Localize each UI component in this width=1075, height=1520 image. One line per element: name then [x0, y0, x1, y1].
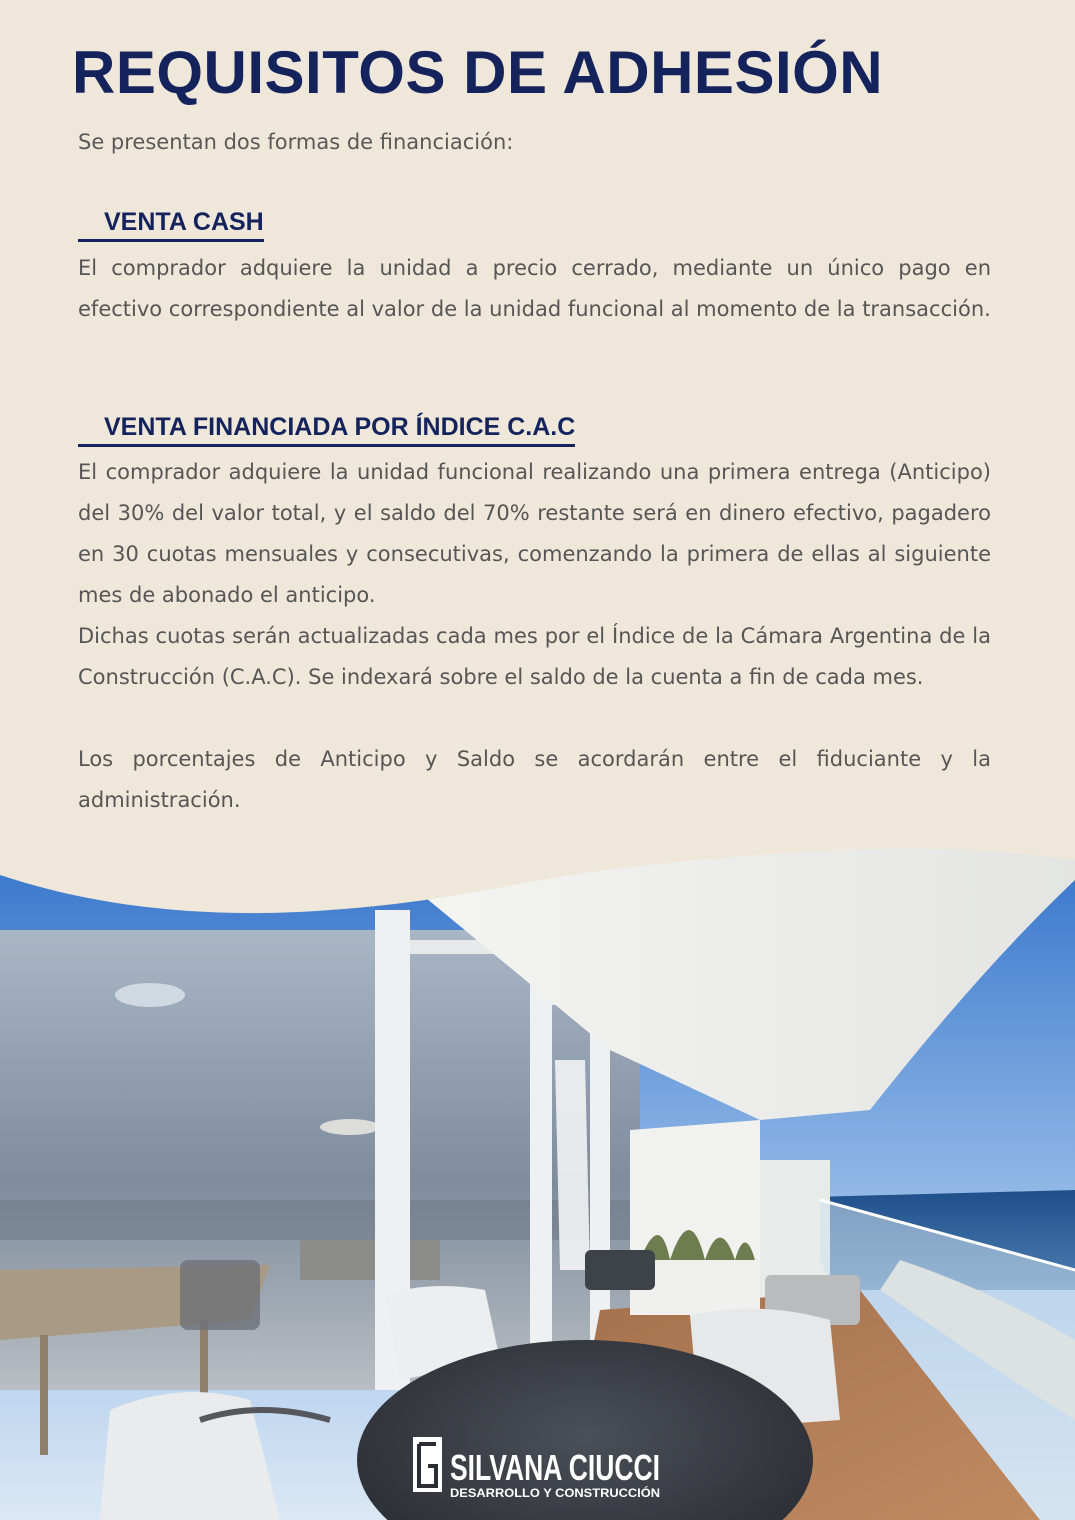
cloud — [115, 983, 185, 1007]
brand-logo — [413, 1437, 660, 1500]
dining-chair — [180, 1260, 260, 1330]
section-heading-financed: VENTA FINANCIADA POR ÍNDICE C.A.C — [78, 413, 575, 447]
chair — [585, 1250, 655, 1290]
logo-name: SILVANA CIUCCI — [450, 1447, 660, 1488]
section-heading-cash: VENTA CASH — [78, 208, 264, 242]
page-title: REQUISITOS DE ADHESIÓN — [72, 39, 884, 106]
curtain — [555, 1060, 590, 1270]
financed-paragraph-2: Dichas cuotas serán actualizadas cada mes por el Índice de la Cámara Argentina de la Construcción (C.A.C). Se indexará sobre el saldo de la cuenta a fin de cada mes. — [78, 624, 991, 689]
window-frame — [530, 970, 552, 1390]
financed-paragraph-3: Los porcentajes de Anticipo y Saldo se acordarán entre el fiduciante y la administración. — [78, 747, 991, 812]
cash-paragraph: El comprador adquiere la unidad a precio cerrado, mediante un único pago en efectivo correspondiente al valor de la unidad funcional al momento de la transacción. — [78, 256, 991, 321]
sofa — [300, 1240, 440, 1280]
pendant-lamp — [320, 1119, 380, 1135]
terrace-rendering — [0, 820, 1075, 1520]
logo-tagline: DESARROLLO Y CONSTRUCCIÓN — [450, 1486, 647, 1500]
financed-paragraph-1: El comprador adquiere la unidad funcional realizando una primera entrega (Anticipo) del 30% del valor total, y el saldo del 70% restante será en dinero efectivo, pagadero en 30 cuotas mensuales y consecutivas, comenzando la primera de ellas al siguiente mes de abonado el anticipo. — [78, 460, 991, 607]
intro-text: Se presentan dos formas de financiación: — [78, 130, 514, 154]
